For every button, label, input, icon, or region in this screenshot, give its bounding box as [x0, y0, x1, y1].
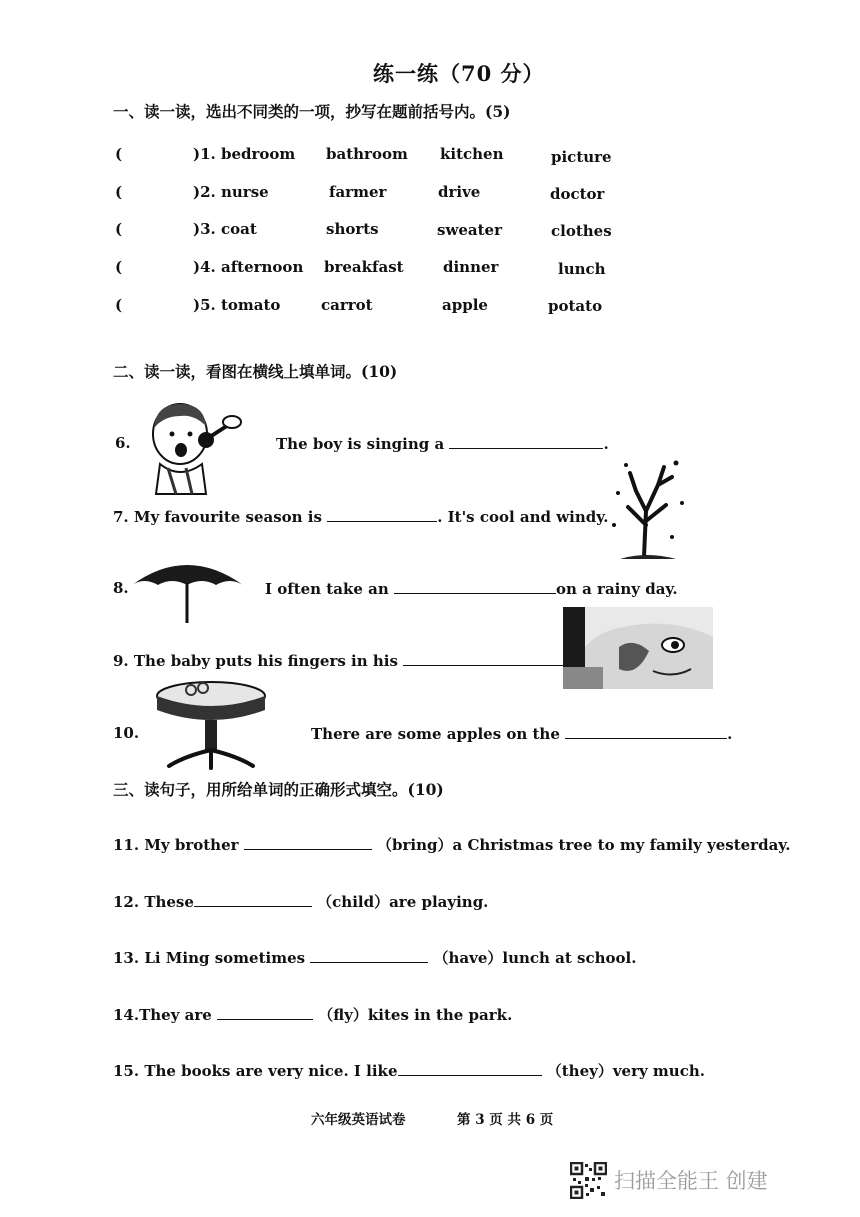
qr-code-icon: [570, 1162, 607, 1199]
question-text-end: （have）lunch at school.: [433, 949, 637, 967]
question-14: [113, 1004, 512, 1025]
question-7: [113, 507, 608, 526]
question-11: [113, 834, 791, 855]
option-a: )2. nurse: [193, 183, 269, 201]
answer-blank[interactable]: [565, 724, 727, 739]
question-8: [265, 579, 678, 598]
question-text: The boy is singing a: [276, 435, 445, 453]
answer-blank[interactable]: [327, 507, 437, 522]
question-15: [113, 1060, 705, 1081]
table-image: [155, 676, 267, 770]
section2-heading: 二、读一读，看图在横线上填单词。(10): [113, 362, 398, 381]
option-c: sweater: [437, 221, 502, 239]
option-d: picture: [551, 148, 612, 166]
answer-blank[interactable]: [394, 579, 556, 594]
question-13: [113, 947, 636, 968]
question-text-end: （fly）kites in the park.: [318, 1006, 513, 1024]
option-d: doctor: [550, 185, 605, 203]
question-text-end: .: [727, 725, 733, 743]
question-text-end: （child）are playing.: [317, 893, 489, 911]
question-9: [113, 651, 572, 670]
question-text: 13. Li Ming sometimes: [113, 949, 306, 967]
answer-bracket: (: [115, 296, 123, 314]
footer-exam-name: 六年级英语试卷: [311, 1112, 406, 1128]
question-text: 11. My brother: [113, 836, 239, 854]
answer-bracket: (: [115, 258, 123, 276]
option-b: bathroom: [326, 145, 408, 163]
answer-blank[interactable]: [244, 835, 372, 850]
question-12: [113, 891, 488, 912]
autumn-tree-image: [606, 455, 688, 563]
section3-heading: 三、读句子，用所给单词的正确形式填空。(10): [113, 780, 444, 799]
question-text-end: on a rainy day.: [555, 580, 678, 598]
option-c: kitchen: [440, 145, 504, 163]
question-number: 8.: [113, 579, 129, 597]
question-10: [311, 724, 732, 743]
answer-blank[interactable]: [194, 892, 312, 907]
option-a: )5. tomato: [193, 296, 281, 314]
answer-blank[interactable]: [310, 948, 428, 963]
answer-bracket: (: [115, 220, 123, 238]
option-c: dinner: [443, 258, 499, 276]
question-text-end: （they）very much.: [546, 1062, 705, 1080]
question-text: 7. My favourite season is: [113, 508, 322, 526]
footer-page-number: 第 3 页 共 6 页: [457, 1112, 554, 1128]
option-c: apple: [442, 296, 488, 314]
option-a: )1. bedroom: [193, 145, 296, 163]
question-text: 15. The books are very nice. I like: [113, 1062, 398, 1080]
question-text: I often take an: [265, 580, 389, 598]
answer-bracket: (: [115, 183, 123, 201]
option-b: breakfast: [324, 258, 404, 276]
section1-heading: 一、读一读，选出不同类的一项，抄写在题前括号内。(5): [113, 102, 511, 121]
option-b: farmer: [329, 183, 387, 201]
page-title: 练一练（70 分）: [373, 61, 545, 86]
question-6: [276, 434, 609, 453]
question-text: 9. The baby puts his fingers in his: [113, 652, 398, 670]
question-text-end: （bring）a Christmas tree to my family yesterday.: [377, 836, 791, 854]
answer-bracket: (: [115, 145, 123, 163]
question-text-end: .: [603, 435, 609, 453]
answer-blank[interactable]: [398, 1061, 542, 1076]
option-b: carrot: [321, 296, 373, 314]
question-text-end: . It's cool and windy.: [437, 508, 609, 526]
answer-blank[interactable]: [449, 434, 603, 449]
option-a: )3. coat: [193, 220, 257, 238]
answer-blank[interactable]: [403, 651, 567, 666]
watermark-text: 扫描全能王 创建: [614, 1169, 768, 1193]
baby-face-image: [563, 607, 713, 689]
question-number: 6.: [115, 434, 131, 452]
option-d: clothes: [551, 222, 612, 240]
question-text: 12. These: [113, 893, 194, 911]
option-d: potato: [548, 297, 603, 315]
answer-blank[interactable]: [217, 1005, 313, 1020]
question-text: 14.They are: [113, 1006, 212, 1024]
option-c: drive: [438, 183, 481, 201]
option-a: )4. afternoon: [193, 258, 304, 276]
option-b: shorts: [326, 220, 379, 238]
option-d: lunch: [558, 260, 606, 278]
singing-boy-image: [140, 398, 252, 496]
umbrella-image: [130, 555, 245, 627]
question-text: There are some apples on the: [311, 725, 560, 743]
question-number: 10.: [113, 724, 140, 742]
